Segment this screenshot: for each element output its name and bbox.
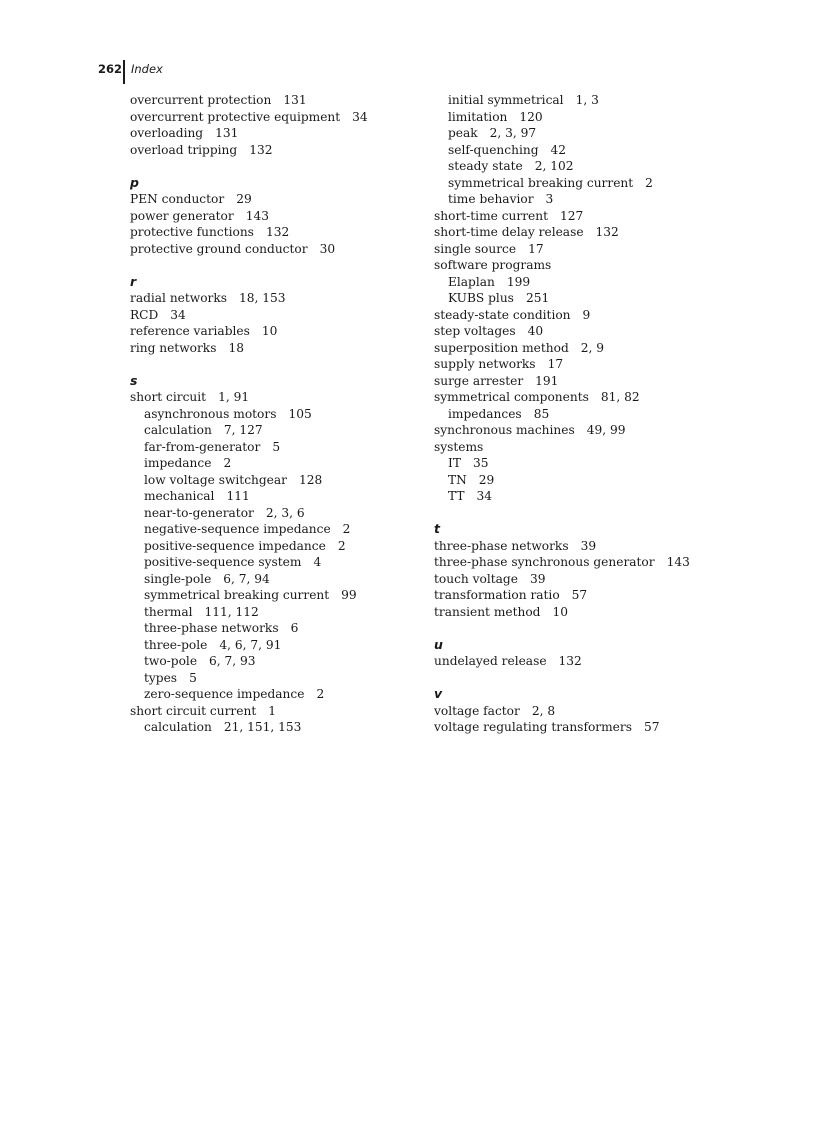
index-page-refs: 57 — [571, 588, 588, 602]
index-page-refs: 132 — [249, 142, 273, 157]
index-subentry — [434, 125, 754, 142]
index-term: near-to-generator — [144, 505, 254, 520]
index-term: calculation — [144, 423, 212, 437]
index-page-refs: 2 — [342, 522, 351, 536]
index-page-refs: 132 — [265, 225, 290, 239]
index-subentry — [434, 488, 754, 505]
index-term: steady state — [448, 159, 523, 173]
index-term: steady-state condition — [434, 307, 571, 322]
index-term: overcurrent protective equipment — [130, 109, 341, 124]
index-page-refs: 29 — [478, 472, 495, 487]
index-term: self-quenching — [448, 142, 539, 157]
index-entry — [434, 653, 754, 670]
index-page-refs: 34 — [476, 489, 492, 503]
index-term: single source — [434, 241, 517, 256]
index-page-refs: 5 — [189, 670, 197, 685]
index-entry — [130, 703, 450, 720]
index-term: mechanical — [144, 489, 215, 503]
index-subentry — [130, 439, 450, 456]
index-entry — [434, 422, 754, 439]
index-subentry — [130, 620, 450, 637]
index-entry — [434, 554, 754, 571]
index-term: low voltage switchgear — [144, 472, 287, 487]
index-entry — [434, 538, 754, 555]
index-page-refs: 9 — [582, 307, 591, 322]
index-term: overload tripping — [130, 142, 238, 157]
index-subentry — [130, 488, 450, 505]
index-term: overloading — [130, 126, 204, 140]
index-term: KUBS plus — [448, 291, 514, 305]
index-page-refs: 39 — [580, 538, 597, 553]
index-subentry — [434, 142, 754, 159]
index-term: ring networks — [130, 340, 217, 355]
index-term: power generator — [130, 208, 234, 223]
index-entry — [130, 340, 450, 357]
index-section-letter: t — [434, 521, 440, 536]
index-page-refs: 30 — [319, 241, 336, 256]
index-page-refs: 2, 8 — [531, 703, 556, 718]
index-entry — [130, 290, 450, 307]
index-page-refs: 131 — [215, 126, 239, 140]
index-term: positive-sequence impedance — [144, 538, 326, 553]
index-entry — [434, 571, 754, 588]
index-page-refs: 6, 7, 94 — [223, 571, 270, 586]
index-page-refs: 21, 151, 153 — [223, 720, 302, 734]
index-term: impedances — [448, 406, 522, 421]
index-subentry — [130, 604, 450, 621]
index-page-refs: 128 — [298, 472, 323, 487]
index-subentry — [434, 472, 754, 489]
index-term: protective functions — [130, 225, 254, 239]
index-page-refs: 85 — [533, 406, 550, 421]
index-term: short-time current — [434, 208, 549, 223]
index-page-refs: 132 — [595, 225, 619, 239]
index-page-refs: 132 — [558, 654, 582, 668]
index-term: PEN conductor — [130, 192, 225, 206]
index-entry — [434, 241, 754, 258]
index-term: symmetrical components — [434, 390, 589, 404]
index-page-refs: 3 — [545, 192, 554, 206]
index-page-refs: 1, 3 — [575, 93, 599, 107]
index-page-refs: 2 — [316, 687, 325, 701]
index-page-refs: 10 — [552, 604, 568, 619]
index-entry — [434, 439, 754, 456]
index-subentry — [130, 406, 450, 423]
index-page-refs: 4, 6, 7, 91 — [219, 637, 282, 652]
index-term: voltage regulating transformers — [434, 720, 632, 734]
index-page-refs: 18, 153 — [239, 291, 286, 305]
index-page-refs: 6 — [290, 621, 299, 635]
index-column-left — [130, 92, 450, 736]
index-term: symmetrical breaking current — [144, 588, 330, 602]
index-subentry — [130, 422, 450, 439]
index-page-refs: 18 — [228, 340, 244, 355]
index-term: peak — [448, 126, 478, 140]
index-page-refs: 2, 3, 6 — [265, 505, 305, 520]
index-subentry — [130, 505, 450, 522]
index-subentry — [434, 109, 754, 126]
index-term: voltage factor — [434, 703, 520, 718]
index-subentry — [130, 587, 450, 604]
index-entry — [130, 142, 450, 159]
index-page-refs: 120 — [519, 109, 543, 124]
index-subentry — [130, 472, 450, 489]
index-subentry — [434, 158, 754, 175]
index-page-refs: 2 — [223, 456, 232, 470]
index-page-refs: 34 — [352, 109, 368, 124]
index-page-refs: 2 — [645, 175, 653, 190]
index-page-refs: 111, 112 — [204, 604, 259, 619]
index-term: software programs — [434, 258, 552, 272]
index-term: zero-sequence impedance — [144, 687, 305, 701]
index-subentry — [434, 191, 754, 208]
index-page-refs: 143 — [245, 208, 269, 223]
index-page-refs: 131 — [283, 93, 307, 107]
index-page-refs: 127 — [560, 208, 584, 223]
index-page-refs: 5 — [272, 439, 281, 454]
index-section-letter: p — [130, 174, 139, 190]
index-subentry — [434, 455, 754, 472]
index-page-refs: 17 — [528, 241, 544, 256]
index-entry — [130, 323, 450, 340]
index-entry — [130, 241, 450, 258]
index-subentry — [130, 670, 450, 687]
index-page-refs: 57 — [643, 720, 660, 734]
index-subentry — [130, 521, 450, 538]
index-subentry — [130, 554, 450, 571]
index-term: radial networks — [130, 291, 228, 305]
index-subentry — [434, 290, 754, 307]
index-term: positive-sequence system — [144, 555, 302, 569]
index-entry — [434, 389, 754, 406]
index-page-refs: 251 — [525, 291, 550, 305]
index-page-refs: 40 — [527, 324, 544, 338]
index-entry — [434, 587, 754, 604]
index-page-refs: 2, 102 — [534, 159, 574, 173]
index-term: short circuit current — [130, 703, 257, 718]
index-term: touch voltage — [434, 571, 518, 586]
index-term: types — [144, 670, 178, 685]
index-page-refs: 6, 7, 93 — [209, 654, 256, 668]
index-subentry — [434, 92, 754, 109]
index-page-refs: 35 — [472, 456, 489, 470]
index-term: reference variables — [130, 324, 250, 338]
index-term: symmetrical breaking current — [448, 175, 634, 190]
index-entry — [130, 109, 450, 126]
index-entry — [130, 208, 450, 225]
index-section-letter: r — [130, 273, 137, 289]
index-term: single-pole — [144, 571, 212, 586]
index-term: RCD — [130, 307, 159, 322]
index-term: calculation — [144, 720, 212, 734]
index-entry — [434, 340, 754, 357]
index-entry — [130, 224, 450, 241]
index-entry — [130, 92, 450, 109]
index-subentry — [434, 274, 754, 291]
index-page-refs: 10 — [261, 324, 278, 338]
index-term: three-pole — [144, 637, 208, 652]
index-entry — [434, 719, 754, 736]
index-entry — [434, 257, 754, 274]
index-term: asynchronous motors — [144, 406, 277, 421]
index-page-refs: 2, 9 — [580, 340, 605, 355]
index-entry — [434, 373, 754, 390]
index-term: undelayed release — [434, 654, 547, 668]
index-page-refs: 81, 82 — [600, 390, 640, 404]
index-subentry — [130, 653, 450, 670]
index-subentry — [130, 571, 450, 588]
index-subentry — [130, 686, 450, 703]
page-number: 262 — [97, 62, 122, 76]
index-entry — [130, 307, 450, 324]
index-term: transformation ratio — [434, 588, 560, 602]
index-page-refs: 49, 99 — [586, 423, 626, 437]
index-entry — [434, 604, 754, 621]
index-entry — [434, 356, 754, 373]
index-term: negative-sequence impedance — [144, 522, 331, 536]
index-page-refs: 199 — [506, 274, 531, 289]
index-term: two-pole — [144, 654, 198, 668]
index-subentry — [130, 719, 450, 736]
index-entry — [434, 323, 754, 340]
index-term: short-time delay release — [434, 225, 584, 239]
running-head: Index — [131, 62, 163, 76]
index-subentry — [130, 538, 450, 555]
index-term: impedance — [144, 456, 212, 470]
index-term: systems — [434, 439, 484, 454]
index-page-refs: 2 — [337, 538, 346, 553]
index-term: initial symmetrical — [448, 93, 564, 107]
index-term: protective ground conductor — [130, 241, 308, 256]
index-term: supply networks — [434, 357, 536, 371]
index-term: three-phase networks — [434, 538, 569, 553]
index-term: surge arrester — [434, 373, 524, 388]
index-subentry — [130, 637, 450, 654]
index-page-refs: 17 — [547, 357, 564, 371]
index-term: step voltages — [434, 324, 516, 338]
index-entry — [434, 703, 754, 720]
index-page-refs: 105 — [288, 406, 312, 421]
index-page-refs: 34 — [170, 307, 186, 322]
index-term: transient method — [434, 604, 541, 619]
index-page-refs: 42 — [550, 142, 567, 157]
index-section-letter: v — [434, 686, 443, 701]
index-page-refs: 39 — [529, 571, 546, 586]
index-page-refs: 4 — [313, 555, 322, 569]
index-term: thermal — [144, 604, 193, 619]
index-entry — [434, 224, 754, 241]
header-divider — [123, 60, 125, 84]
index-entry — [434, 208, 754, 225]
index-entry — [130, 125, 450, 142]
index-term: Elaplan — [448, 274, 495, 289]
index-entry — [130, 389, 450, 406]
index-term: TT — [448, 489, 465, 503]
index-page-refs: 7, 127 — [223, 423, 263, 437]
index-section-letter: s — [130, 372, 138, 388]
index-column-right — [434, 92, 754, 736]
index-page-refs: 1 — [268, 703, 276, 718]
index-term: short circuit — [130, 390, 207, 404]
index-page-refs: 143 — [666, 555, 690, 569]
index-entry — [434, 307, 754, 324]
index-page-refs: 111 — [226, 489, 250, 503]
index-term: time behavior — [448, 192, 534, 206]
index-page-refs: 29 — [236, 192, 252, 206]
index-term: three-phase synchronous generator — [434, 555, 655, 569]
index-page-refs: 1, 91 — [218, 390, 250, 404]
index-term: TN — [448, 472, 467, 487]
index-entry — [130, 191, 450, 208]
index-term: limitation — [448, 109, 508, 124]
index-page-refs: 99 — [341, 588, 357, 602]
index-term: far-from-generator — [144, 439, 261, 454]
index-term: synchronous machines — [434, 423, 575, 437]
index-subentry — [434, 175, 754, 192]
index-term: IT — [448, 456, 461, 470]
index-section-letter: u — [434, 636, 443, 652]
index-term: superposition method — [434, 340, 569, 355]
index-subentry — [130, 455, 450, 472]
index-page-refs: 191 — [535, 373, 559, 388]
index-term: overcurrent protection — [130, 93, 272, 107]
index-term: three-phase networks — [144, 621, 279, 635]
index-subentry — [434, 406, 754, 423]
index-page-refs: 2, 3, 97 — [489, 126, 537, 140]
